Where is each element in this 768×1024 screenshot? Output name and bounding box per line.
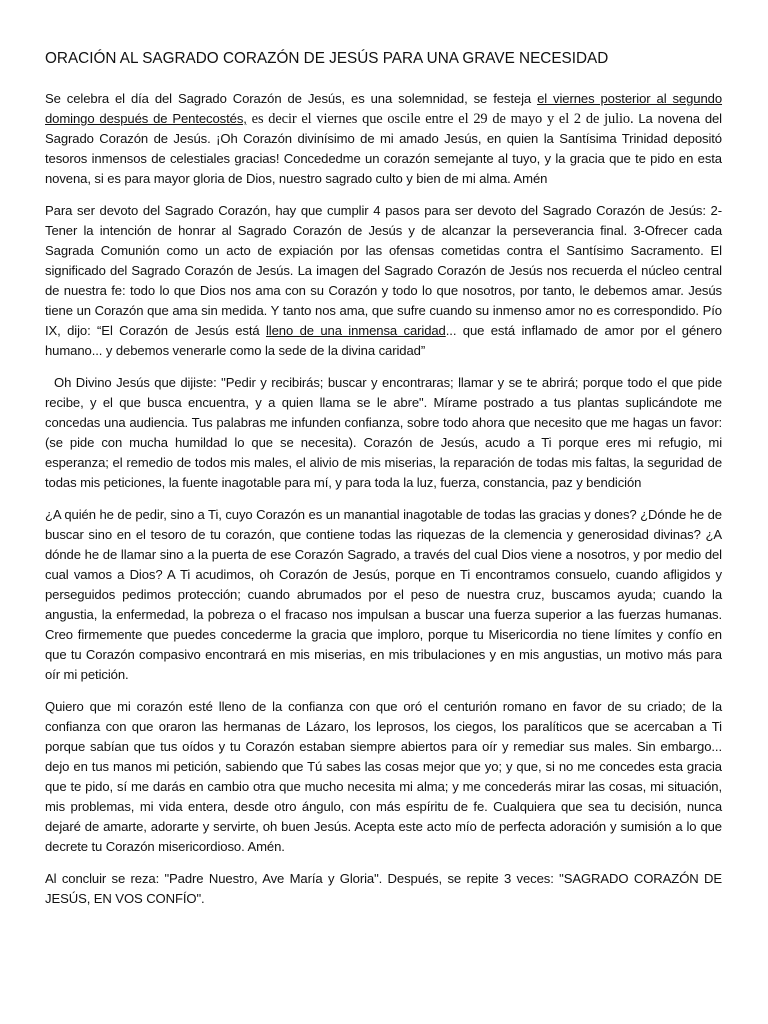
paragraph-devotion (45, 201, 722, 361)
paragraph-questions: ¿A quién he de pedir, sino a Ti, cuyo Corazón es un manantial inagotable de todas las gracias y dones? ¿Dónde he de buscar sino en el tesoro de tu corazón, que contiene todas las riquezas de la clemencia y generosidad divinas? ¿A dónde he de llamar sino a la puerta de ese Corazón Sagrado, a través del cual Dios viene a nosotros, y por medio del cual vamos a Dios? A Ti acudimos, oh Corazón de Jesús, porque en Ti encontramos consuelo, cuando afligidos y perseguidos pedimos protección; cuando abrumados por el peso de nuestra cruz, buscamos ayuda; cuando la angustia, la enfermedad, la pobreza o el fracaso nos impulsan a buscar una fuerza superior a las fuerzas humanas. Creo firmemente que puedes concederme la gracia que imploro, porque tu Misericordia no tiene límites y confío en que tu Corazón compasivo encontrará en mis miserias, en mis tribulaciones y en mis angustias, un motivo más para oír mi petición. (45, 507, 722, 682)
document-page (45, 48, 722, 921)
feast-date-link[interactable]: el viernes posterior al segundo domingo después de Pentecostés, (45, 91, 723, 126)
paragraph-feast-date-serif: es decir el viernes que oscile entre el 29 de mayo y el 2 de julio. (246, 111, 634, 127)
paragraph-prayer-text: Oh Divino Jesús que dijiste: "Pedir y recibirás; buscar y encontraras; llamar y se te abrirá; porque todo el que pide recibe, y el que busca encuentra, y a quien llama se le abre". Mírame postrado a tus plantas suplicándote me concedas una audiencia. Tus palabras me infunden confianza, sobre todo ahora que necesito que me hagas un favor: (se pide con mucha humildad lo que se necesita). Corazón de Jesús, acudo a Ti porque eres mi refugio, mi esperanza; el remedio de todos mis males, el alivio de mis miserias, la reparación de todas mis faltas, la seguridad de todas mis peticiones, la fuente inagotable para mí, y para toda la luz, fuerza, constancia, paz y bendición (45, 375, 722, 490)
paragraph-feast-date-novena: La novena del Sagrado Corazón de Jesús. ¡Oh Corazón divinísimo de mi amado Jesús, en quien la Santísima Trinidad depositó tesoros inmensos de celestiales gracias! Concededme un corazón semejante al tuyo, y la gracia que te pido en esta novena, si es para mayor gloria de Dios, nuestro sagrado culto y bien de mi alma. Amén (45, 111, 722, 186)
paragraph-prayer (45, 373, 722, 493)
paragraph-devotion-text: Para ser devoto del Sagrado Corazón, hay que cumplir 4 pasos para ser devoto del Sagrado Corazón de Jesús: 2-Tener la intención de honrar al Sagrado Corazón de Jesús y de alcanzar la perseverancia final. 3-Ofrecer cada Sagrada Comunión como un acto de expiación por las ofensas cometidas contra el Santísimo Sacramento. El significado del Sagrado Corazón de Jesús. La imagen del Sagrado Corazón de Jesús nos recuerda el núcleo central de nuestra fe: todo lo que Dios nos ama con su Corazón y todo lo que nosotros, por tanto, le debemos amar. Jesús tiene un Corazón que ama sin medida. Y tanto nos ama, que sufre cuando su inmenso amor no es correspondido. Pío IX, dijo: “El Corazón de Jesús está (45, 203, 722, 338)
paragraph-feast-date (45, 89, 722, 189)
document-title: ORACIÓN AL SAGRADO CORAZÓN DE JESÚS PARA UNA GRAVE NECESIDAD (45, 50, 609, 67)
charity-link[interactable]: lleno de una inmensa caridad (266, 323, 446, 338)
paragraph-confidence: Quiero que mi corazón esté lleno de la confianza con que oró el centurión romano en favor de su criado; de la confianza con que oraron las hermanas de Lázaro, los leprosos, los ciegos, los paralíticos que se acercaban a Ti porque sabían que tus oídos y tu Corazón estaban siempre abiertos para oír y remediar sus males. Sin embargo... dejo en tus manos mi petición, sabiendo que Tú sabes las cosas mejor que yo; y que, si no me concedes esta gracia que te pido, sí me darás en cambio otra que mucho necesita mi alma; y me concederás mirar las cosas, mi situación, mis problemas, mi vida entera, desde otro ángulo, con más espíritu de fe. Cualquiera que sea tu decisión, nunca dejaré de amarte, adorarte y servirte, oh buen Jesús. Acepta este acto mío de perfecta adoración y sumisión a lo que decrete tu Corazón misericordioso. Amén. (45, 699, 722, 854)
paragraph-devotion-end: ... que está inflamado de amor por el género humano... y debemos venerarle como la sede de la divina caridad” (45, 323, 722, 358)
paragraph-conclusion: Al concluir se reza: "Padre Nuestro, Ave María y Gloria". Después, se repite 3 veces: "SAGRADO CORAZÓN DE JESÚS, EN VOS CONFÍO". (45, 871, 722, 906)
paragraph-feast-date-intro: Se celebra el día del Sagrado Corazón de Jesús, es una solemnidad, se festeja (45, 91, 538, 106)
